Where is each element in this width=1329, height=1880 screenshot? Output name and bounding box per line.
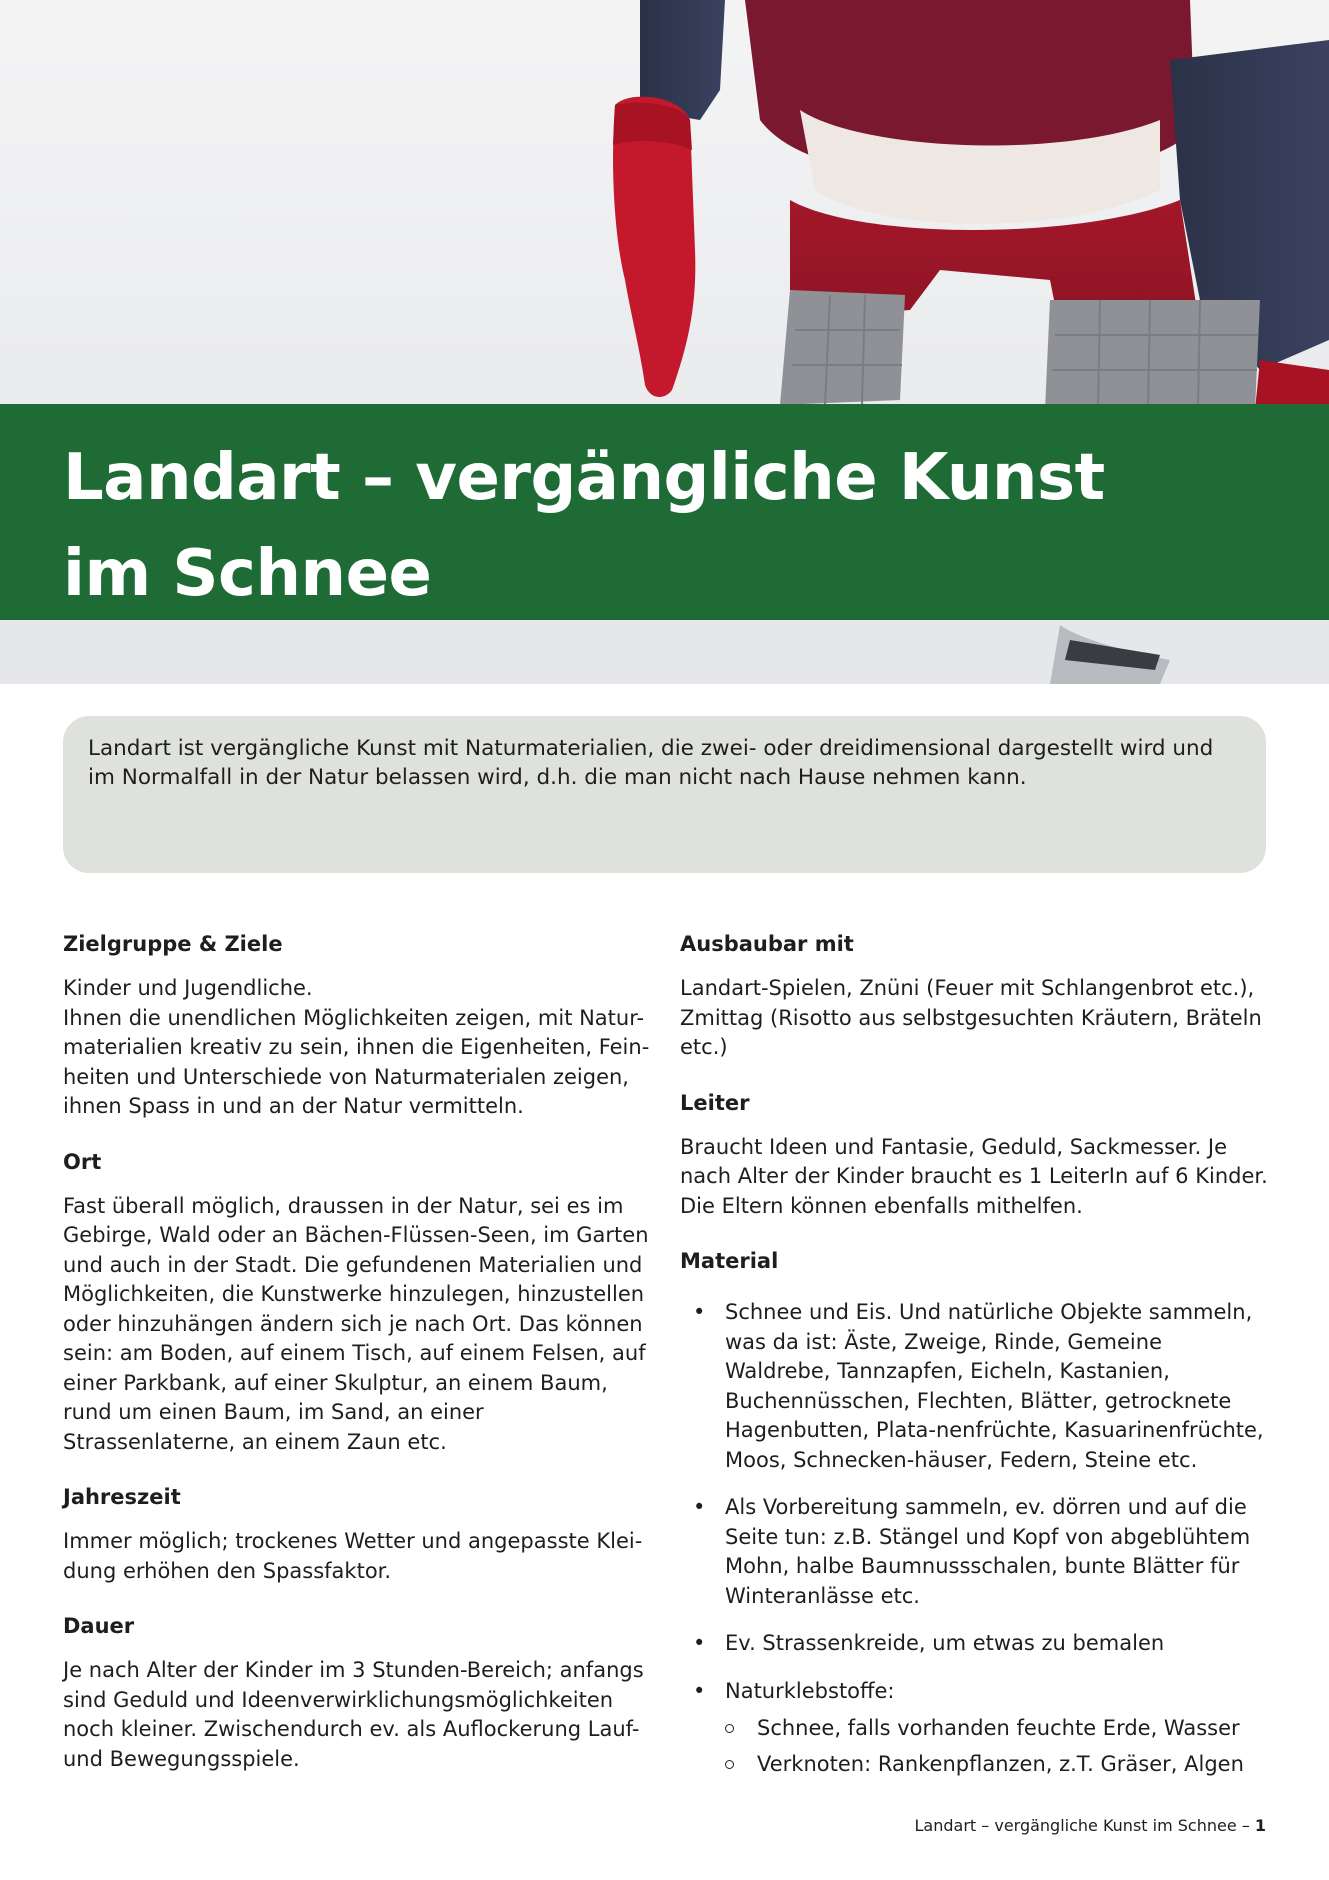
ort-text: Fast überall möglich, draussen in der Natur, sei es im Gebirge, Wald oder an Bächen-Flüssen-Seen, im Garten und auch in der Stadt. Die gefundenen Materialien und Möglichkeiten, die Kunstwerke hinzulegen, hinzustellen oder hinzuhängen ändern sich je nach Ort. Das können sein: am Boden, auf einem Tisch, auf einem Felsen, auf einer Parkbank, auf einer Skulptur, an einem Baum, rund um einen Baum, im Sand, an einer Strassenlaterne, an einem Zaun etc. [63,1193,649,1454]
dauer-text: Je nach Alter der Kinder im 3 Stunden-Bereich; anfangs sind Geduld und Ideenverwirklichungsmöglichkeiten noch kleiner. Zwischendurch ev. als Auflockerung Lauf- und Bewegungsspiele. [63,1658,644,1771]
list-item: • Schnee und Eis. Und natürliche Objekte sammeln, was da ist: Äste, Zweige, Rinde, Gemeine Waldrebe, Tannzapfen, Eicheln, Kastanien, Buchennüsschen, Flechten, Blätter, getrocknete Hagenbutten, Plata-nenfrüchte, Kasuarinenfrüchte, Moos, Schnecken-häuser, Federn, Steine etc. [693,1300,1264,1472]
sub-list [725,1710,1270,1782]
title-band [0,404,1329,620]
sub-list-item: Schnee, falls vorhanden feuchte Erde, Wasser [725,1710,1270,1746]
list-item: • Als Vorbereitung sammeln, ev. dörren und auf die Seite tun: z.B. Stängel und Kopf von abgeblühtem Mohn, halbe Baumnussschalen, bunte Blätter für Winteranlässe etc. [693,1495,1251,1608]
intro-text: Landart ist vergängliche Kunst mit Naturmaterialien, die zwei- oder dreidimensional dargestellt wird und im Normalfall in der Natur belassen wird, d.h. die man nicht nach Hause nehmen kann. [88,736,1214,790]
zielgruppe-intro: Kinder und Jugendliche. [63,976,313,1000]
title-line-1: Landart – vergängliche Kunst [63,441,1105,515]
page-title [63,430,1329,622]
right-column [680,930,1270,1800]
footer-text: Landart – vergängliche Kunst im Schnee – [914,1816,1250,1835]
heading-zielgruppe: Zielgruppe & Ziele [63,932,283,956]
heading-leiter: Leiter [680,1090,750,1115]
heading-jahreszeit: Jahreszeit [63,1485,181,1509]
bullet-icon: • [693,1631,706,1655]
heading-material: Material [680,1249,779,1273]
heading-ort: Ort [63,1149,102,1174]
bullet-icon: • [693,1678,706,1703]
jahreszeit-text: Immer möglich; trockenes Wetter und angepasste Klei-dung erhöhen den Spassfaktor. [63,1529,643,1583]
intro-box [63,716,1266,873]
list-item: • Naturklebstoffe: Schnee, falls vorhanden feuchte Erde, Wasser Verknoten: Rankenpflanzen, z.T. Gräser, Algen [680,1677,1270,1783]
title-line-2: im Schnee [63,537,432,611]
leiter-text: Braucht Ideen und Fantasie, Geduld, Sackmesser. Je nach Alter der Kinder braucht es 1 LeiterIn auf 6 Kinder. Die Eltern können ebenfalls mithelfen. [680,1134,1268,1218]
circle-bullet-icon [725,1760,734,1769]
zielgruppe-text: Ihnen die unendlichen Möglichkeiten zeigen, mit Natur-materialien kreativ zu sein, ihnen die Eigenheiten, Fein-heiten und Unterschiede von Naturmaterialen zeigen, ihnen Spass in und an der Natur vermitteln. [63,1005,650,1118]
left-column [63,930,653,1774]
circle-bullet-icon [725,1724,734,1733]
sub-list-item: Verknoten: Rankenpflanzen, z.T. Gräser, Algen [725,1746,1270,1782]
list-item: • Ev. Strassenkreide, um etwas zu bemalen [680,1629,1270,1659]
page-footer [915,1816,1267,1835]
heading-dauer: Dauer [63,1614,135,1638]
heading-ausbaubar: Ausbaubar mit [680,932,854,956]
material-list [680,1298,1270,1782]
ausbaubar-text: Landart-Spielen, Znüni (Feuer mit Schlangenbrot etc.), Zmittag (Risotto aus selbstgesuchten Kräutern, Bräteln etc.) [680,976,1262,1059]
page-number: 1 [1254,1816,1266,1835]
bullet-icon: • [693,1495,706,1519]
bullet-icon: • [693,1300,706,1324]
